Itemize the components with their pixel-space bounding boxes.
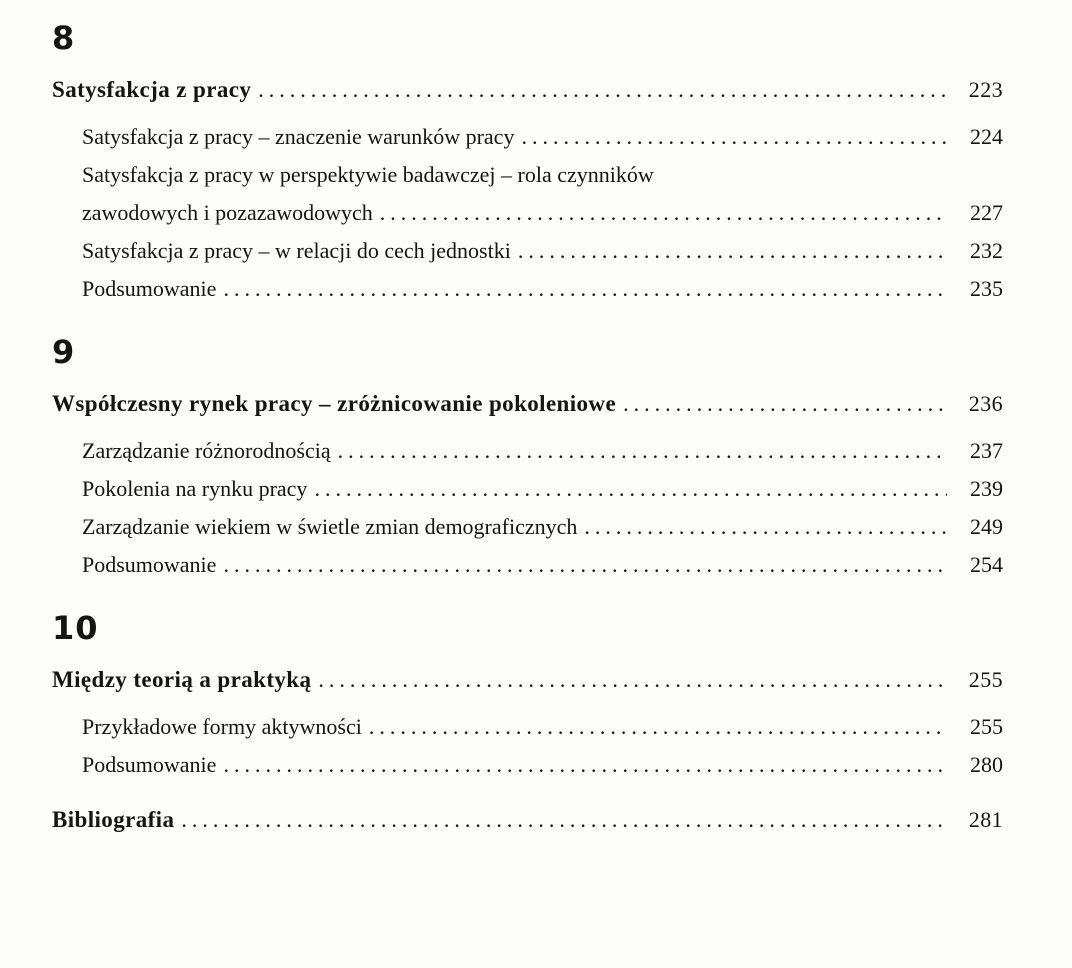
toc-entry-page-number: 227: [970, 200, 1003, 225]
toc-entry: [82, 508, 1003, 546]
toc-entry: [82, 232, 1003, 270]
toc-section-9: [52, 333, 1003, 584]
dotted-leader: [521, 118, 947, 156]
dotted-leader: [584, 508, 947, 546]
dotted-leader: [223, 546, 947, 584]
toc-entry-title-line1: Satysfakcja z pracy w perspektywie badawczej – rola czynników: [82, 162, 654, 187]
toc-entry-page-number: 280: [970, 752, 1003, 777]
dotted-leader: [223, 746, 947, 784]
toc-entry-title: Zarządzanie wiekiem w świetle zmian demograficznych: [82, 514, 578, 539]
toc-entry: [82, 546, 1003, 584]
chapter-number-10: 10: [52, 609, 99, 647]
dotted-leader: [623, 390, 947, 418]
toc-section-8: [52, 19, 1003, 308]
toc-entry-title: Zarządzanie różnorodnością: [82, 438, 331, 463]
dotted-leader: [181, 806, 947, 834]
chapter-8-title-row: [52, 76, 1003, 104]
toc-entry-page-number: 239: [970, 476, 1003, 501]
chapter-9-page-number: 236: [968, 391, 1003, 416]
dotted-leader: [369, 708, 947, 746]
toc-entry-title-line2: zawodowych i pozazawodowych: [82, 200, 373, 225]
dotted-leader: [518, 232, 947, 270]
chapter-9-entries: [52, 432, 1003, 584]
toc-entry-title: Pokolenia na rynku pracy: [82, 476, 308, 501]
chapter-10-entries: [52, 708, 1003, 784]
dotted-leader: [338, 432, 947, 470]
chapter-9-title: Współczesny rynek pracy – zróżnicowanie pokoleniowe: [52, 391, 617, 416]
toc-entry-title-line2-row: [82, 194, 1003, 232]
chapter-number-9: 9: [52, 333, 76, 371]
toc-entry: [82, 432, 1003, 470]
toc-entry-page-number: 224: [970, 124, 1003, 149]
toc-entry-title: Satysfakcja z pracy – znaczenie warunków pracy: [82, 124, 515, 149]
bibliography-page-number: 281: [968, 807, 1003, 832]
toc-entry-page-number: 232: [970, 238, 1003, 263]
chapter-8-page-number: 223: [968, 77, 1003, 102]
chapter-10-title: Między teorią a praktyką: [52, 667, 312, 692]
dotted-leader: [258, 76, 947, 104]
chapter-9-title-row: [52, 390, 1003, 418]
dotted-leader: [318, 666, 947, 694]
toc-entry-page-number: 254: [970, 552, 1003, 577]
dotted-leader: [380, 194, 947, 232]
bibliography-title: Bibliografia: [52, 807, 175, 832]
dotted-leader: [223, 270, 947, 308]
chapter-number-8: 8: [52, 19, 76, 57]
bibliography-row: [52, 806, 1003, 834]
toc-entry: [82, 470, 1003, 508]
dotted-leader: [314, 470, 947, 508]
toc-entry-title: Satysfakcja z pracy – w relacji do cech jednostki: [82, 238, 511, 263]
toc-entry-page-number: 237: [970, 438, 1003, 463]
toc-entry-title: Przykładowe formy aktywności: [82, 714, 362, 739]
toc-section-10: [52, 609, 1003, 784]
toc-entry-page-number: 249: [970, 514, 1003, 539]
toc-entry-page-number: 255: [970, 714, 1003, 739]
chapter-10-page-number: 255: [968, 667, 1003, 692]
toc-entry-page-number: 235: [970, 276, 1003, 301]
toc-entry: [82, 118, 1003, 156]
toc-entry-wrapped: [82, 156, 1003, 232]
chapter-8-title: Satysfakcja z pracy: [52, 77, 252, 102]
chapter-8-entries: [52, 118, 1003, 308]
toc-entry: [82, 270, 1003, 308]
toc-entry-title: Podsumowanie: [82, 752, 217, 777]
chapter-10-title-row: [52, 666, 1003, 694]
toc-entry: [82, 746, 1003, 784]
toc-entry-title: Podsumowanie: [82, 552, 217, 577]
toc-entry-title: Podsumowanie: [82, 276, 217, 301]
toc-entry: [82, 708, 1003, 746]
